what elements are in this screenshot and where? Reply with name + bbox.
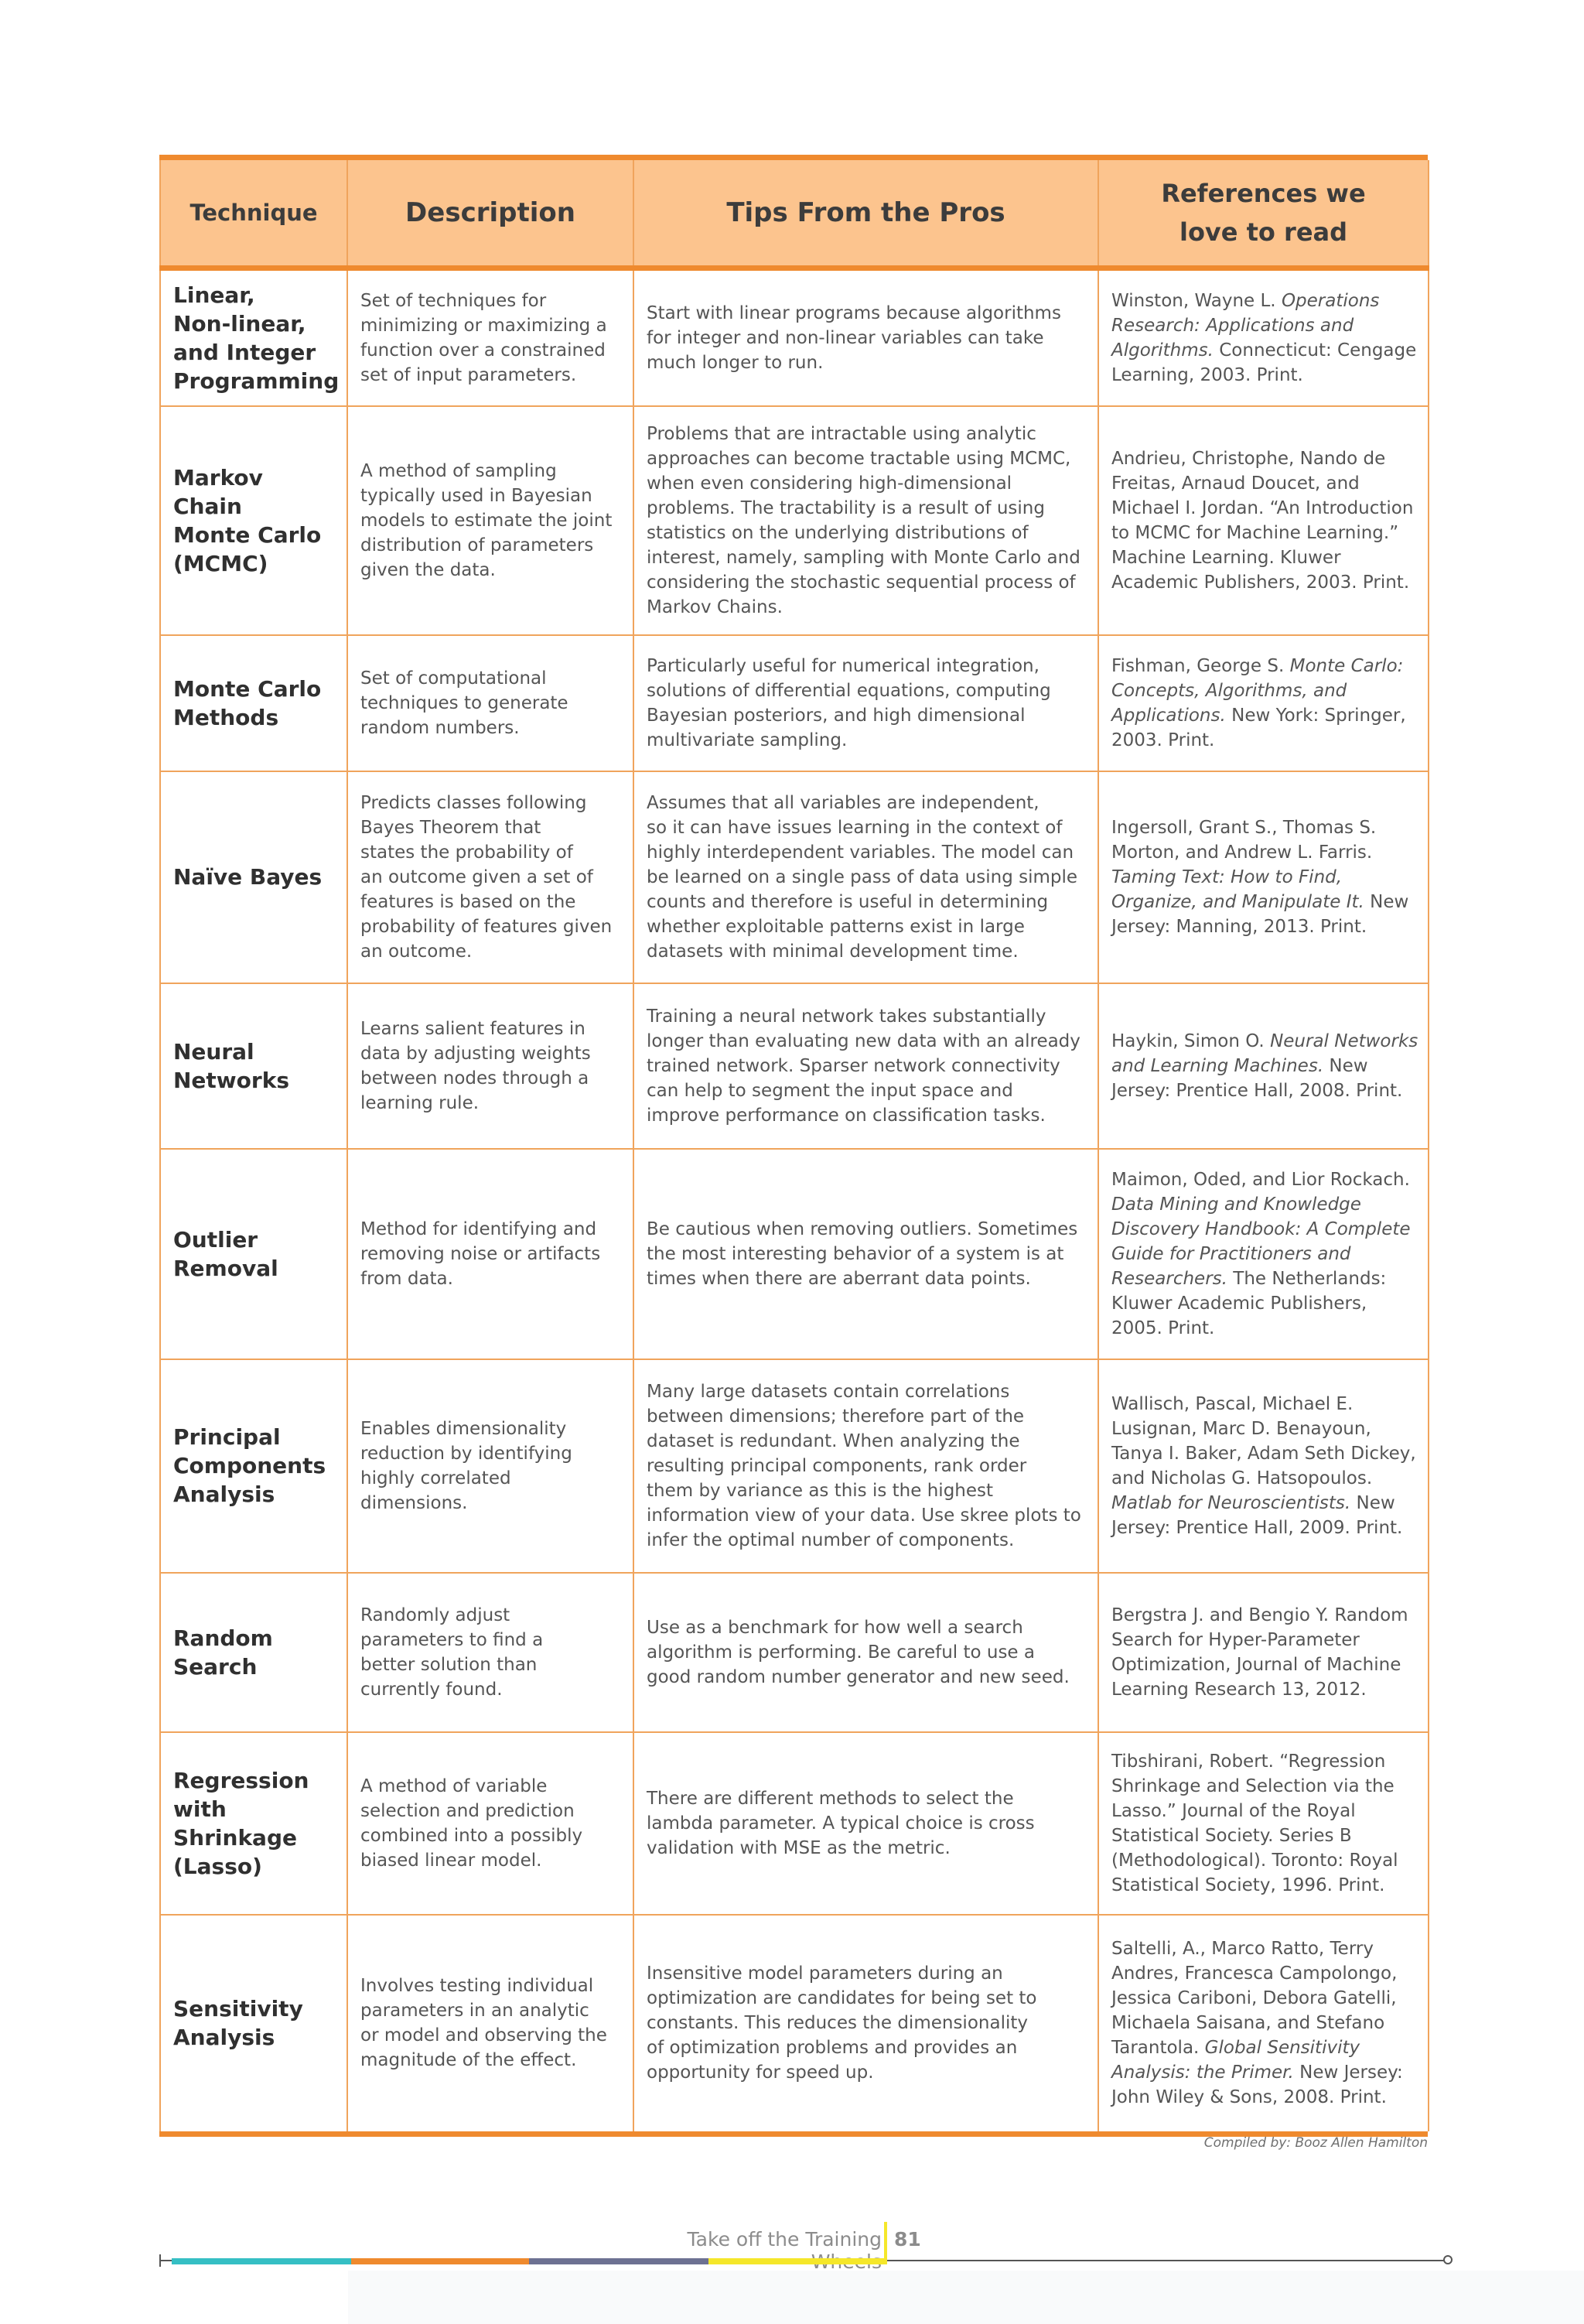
tips-line: between dimensions; therefore part of the [647, 1406, 1025, 1427]
technique-line: Networks [173, 1067, 290, 1093]
tips-line: the most interesting behavior of a system is at [647, 1243, 1064, 1264]
description-line: given the data. [360, 559, 496, 580]
reference-text: Haykin, Simon O. [1111, 1030, 1271, 1051]
reference-title: Data Mining and Knowledge Discovery Handbook: A Complete Guide for Practitioners and Researchers. [1111, 1194, 1411, 1289]
tips-line: when even considering high-dimensional [647, 473, 1012, 494]
cell-technique [160, 635, 347, 771]
cell-reference [1098, 1149, 1429, 1359]
cell-tips [633, 1359, 1098, 1573]
description-line: dimensions. [360, 1492, 468, 1513]
description-line: from data. [360, 1268, 453, 1289]
description-line: Involves testing individual [360, 1976, 594, 1996]
tips-line: Be cautious when removing outliers. Sometimes [647, 1218, 1078, 1239]
cell-reference [1098, 635, 1429, 771]
tips-line: statistics on the underlying distributions of [647, 522, 1029, 543]
tips-line: times when there are aberrant data points. [647, 1268, 1031, 1289]
technique-line: Components [173, 1453, 326, 1478]
tips-line: Insensitive model parameters during an [647, 1963, 1003, 1984]
tips-line: be learned on a single pass of data using simple [647, 866, 1078, 887]
footer-rule-end-dot [1443, 2255, 1453, 2264]
cell-technique [160, 983, 347, 1149]
cell-description [347, 268, 633, 406]
cell-tips [633, 1732, 1098, 1915]
cell-reference [1098, 1915, 1429, 2131]
description-line: magnitude of the effect. [360, 2050, 577, 2070]
cell-description [347, 1573, 633, 1732]
tips-line: Use as a benchmark for how well a search [647, 1617, 1023, 1638]
description-line: random numbers. [360, 717, 520, 738]
table-row [160, 635, 1429, 771]
table-row [160, 1732, 1429, 1915]
cell-description [347, 406, 633, 635]
page-number: 81 [894, 2228, 921, 2251]
footer-shade [348, 2271, 1584, 2324]
tips-line: Bayesian posteriors, and high dimensional [647, 705, 1026, 726]
tips-line: constants. This reduces the dimensionality [647, 2013, 1028, 2033]
cell-description [347, 983, 633, 1149]
cell-reference [1098, 983, 1429, 1149]
reference-title: Neural Networks and Learning Machines. [1111, 1030, 1418, 1076]
cell-technique [160, 268, 347, 406]
tips-line: optimization are candidates for being set to [647, 1988, 1037, 2008]
reference-title: Monte Carlo: Concepts, Algorithms, and Applications. [1111, 655, 1404, 726]
table-row [160, 1149, 1429, 1359]
description-line: A method of sampling [360, 460, 557, 481]
tips-line: can help to segment the input space and [647, 1080, 1013, 1101]
reference-text: New Jersey: John Wiley & Sons, 2008. Print. [1111, 2063, 1403, 2107]
tips-line: Problems that are intractable using analytic [647, 423, 1036, 444]
description-line: reduction by identifying [360, 1443, 572, 1464]
reference-text: Bergstra J. and Bengio Y. Random Search for Hyper-Parameter Optimization, Journal of Machine Learning Research 13, 2012. [1111, 1605, 1408, 1700]
tips-line: Assumes that all variables are independent, [647, 792, 1040, 813]
tips-line: counts and therefore is useful in determining [647, 891, 1049, 912]
cell-technique [160, 1359, 347, 1573]
technique-line: Markov Chain [173, 464, 263, 519]
description-line: between nodes through a [360, 1068, 589, 1089]
technique-line: Removal [173, 1255, 278, 1281]
description-line: parameters in an analytic [360, 2001, 589, 2021]
cell-tips [633, 983, 1098, 1149]
tips-line: resulting principal components, rank order [647, 1455, 1027, 1476]
description-line: Enables dimensionality [360, 1418, 567, 1439]
technique-line: Monte Carlo [173, 521, 322, 548]
technique-line: Non-linear, [173, 310, 306, 337]
header-references-line-2: love to read [1179, 217, 1348, 247]
description-line: or model and observing the [360, 2025, 607, 2045]
description-line: distribution of parameters [360, 535, 594, 555]
cell-reference [1098, 406, 1429, 635]
tips-line: whether exploitable patterns exist in large [647, 916, 1025, 937]
tips-line: so it can have issues learning in the context of [647, 817, 1063, 838]
technique-line: Search [173, 1653, 258, 1680]
table-row [160, 1359, 1429, 1573]
tips-line: Markov Chains. [647, 596, 783, 617]
technique-line: and Integer [173, 339, 316, 365]
description-line: models to estimate the joint [360, 510, 613, 531]
footer-separator [884, 2222, 887, 2259]
cell-technique [160, 771, 347, 983]
table-header-row [160, 160, 1429, 268]
cell-technique [160, 406, 347, 635]
cell-description [347, 635, 633, 771]
footer-color-bar-teal [172, 2258, 351, 2264]
description-line: typically used in Bayesian [360, 485, 592, 506]
tips-line: good random number generator and new seed. [647, 1666, 1070, 1687]
description-line: states the probability of [360, 842, 573, 863]
tips-line: for integer and non-linear variables can take [647, 327, 1044, 348]
tips-line: longer than evaluating new data with an already [647, 1030, 1080, 1051]
table-row [160, 406, 1429, 635]
reference-text: New Jersey: Prentice Hall, 2008. Print. [1111, 1055, 1403, 1101]
technique-line: Regression [173, 1767, 309, 1793]
description-line: biased linear model. [360, 1850, 542, 1871]
description-line: Set of techniques for [360, 290, 547, 311]
tips-line: validation with MSE as the metric. [647, 1837, 951, 1858]
description-line: removing noise or artifacts [360, 1243, 601, 1264]
description-line: combined into a possibly [360, 1825, 583, 1846]
description-line: selection and prediction [360, 1800, 575, 1821]
tips-line: Training a neural network takes substantially [647, 1006, 1046, 1027]
cell-tips [633, 635, 1098, 771]
reference-text: The Netherlands: Kluwer Academic Publishers, 2005. Print. [1111, 1268, 1387, 1338]
tips-line: improve performance on classification tasks. [647, 1105, 1046, 1126]
cell-reference [1098, 1573, 1429, 1732]
reference-text: Connecticut: Cengage Learning, 2003. Print. [1111, 340, 1417, 385]
cell-tips [633, 1915, 1098, 2131]
header-references-line-1: References we [1161, 179, 1366, 208]
technique-line: Neural [173, 1038, 254, 1065]
technique-line: Programming [173, 367, 340, 394]
description-line: highly correlated [360, 1468, 511, 1488]
cell-tips [633, 406, 1098, 635]
cell-reference [1098, 268, 1429, 406]
tips-line: problems. The tractability is a result of using [647, 497, 1045, 518]
technique-line: Naïve Bayes [173, 864, 323, 890]
technique-line: Methods [173, 704, 279, 730]
compiled-by-credit: Compiled by: Booz Allen Hamilton [1203, 2135, 1428, 2151]
tips-line: Start with linear programs because algorithms [647, 302, 1061, 323]
technique-line: Analysis [173, 1482, 275, 1507]
description-line: set of input parameters. [360, 364, 577, 385]
cell-technique [160, 1573, 347, 1732]
header-description: Description [347, 160, 633, 268]
tips-line: dataset is redundant. When analyzing the [647, 1430, 1020, 1451]
table-body [160, 268, 1429, 2131]
reference-text: Maimon, Oded, and Lior Rockach. [1111, 1169, 1410, 1190]
reference-text: New Jersey: Manning, 2013. Print. [1111, 891, 1409, 937]
footer-color-bar-yellow [708, 2258, 887, 2264]
reference-text: New York: Springer, 2003. Print. [1111, 705, 1406, 750]
description-line: an outcome given a set of [360, 866, 593, 887]
description-line: Predicts classes following [360, 792, 587, 813]
tips-line: considering the stochastic sequential process of [647, 572, 1076, 593]
technique-line: Principal [173, 1424, 281, 1450]
technique-line: Monte Carlo [173, 675, 322, 702]
technique-line: (MCMC) [173, 550, 268, 576]
description-line: better solution than [360, 1654, 538, 1675]
tips-line: Particularly useful for numerical integration, [647, 655, 1040, 676]
tips-line: lambda parameter. A typical choice is cross [647, 1813, 1035, 1834]
reference-text: Ingersoll, Grant S., Thomas S. Morton, and Andrew L. Farris. [1111, 817, 1377, 863]
cell-description [347, 1149, 633, 1359]
tips-line: infer the optimal number of components. [647, 1529, 1015, 1550]
reference-text: New Jersey: Prentice Hall, 2009. Print. [1111, 1492, 1403, 1538]
table-row [160, 771, 1429, 983]
table-row [160, 983, 1429, 1149]
description-line: probability of features given [360, 916, 613, 937]
reference-text: Wallisch, Pascal, Michael E. Lusignan, Marc D. Benayoun, Tanya I. Baker, Adam Seth Dickey, and Nicholas G. Hatsopoulos. [1111, 1393, 1416, 1488]
description-line: minimizing or maximizing a [360, 315, 607, 336]
technique-line: (Lasso) [173, 1853, 262, 1879]
footer-color-bar-slate [529, 2258, 708, 2264]
cell-description [347, 1732, 633, 1915]
description-line: Method for identifying and [360, 1218, 597, 1239]
tips-line: trained network. Sparser network connectivity [647, 1055, 1060, 1076]
reference-title: Matlab for Neuroscientists. [1111, 1492, 1351, 1513]
header-references [1098, 160, 1429, 268]
technique-line: with Shrinkage [173, 1796, 297, 1851]
reference-text: Andrieu, Christophe, Nando de Freitas, Arnaud Doucet, and Michael I. Jordan. “An Introduction to MCMC for Machine Learning.” Machine Learning. Kluwer Academic Publishers, 2003. Print. [1111, 448, 1414, 593]
description-line: Bayes Theorem that [360, 817, 541, 838]
description-line: Learns salient features in [360, 1018, 585, 1039]
tips-line: algorithm is performing. Be careful to use a [647, 1642, 1035, 1663]
cell-technique [160, 1915, 347, 2131]
reference-text: Winston, Wayne L. [1111, 290, 1282, 311]
table-row [160, 1915, 1429, 2131]
description-line: features is based on the [360, 891, 576, 912]
footer-section-title: Take off the Training [687, 2228, 882, 2251]
footer-rule-start-tick [159, 2254, 161, 2267]
tips-line: them by variance as this is the highest [647, 1480, 994, 1501]
cell-reference [1098, 771, 1429, 983]
technique-line: Linear, [173, 282, 255, 308]
cell-tips [633, 268, 1098, 406]
description-line: an outcome. [360, 941, 473, 962]
reference-title: Operations Research: Applications and Algorithms. [1111, 290, 1380, 361]
tips-line: opportunity for speed up. [647, 2063, 874, 2083]
technique-line: Random [173, 1625, 273, 1651]
tips-line: interest, namely, sampling with Monte Carlo and [647, 547, 1080, 568]
technique-line: Outlier [173, 1226, 258, 1253]
footer-color-bar-orange [351, 2258, 529, 2264]
reference-title: Global Sensitivity Analysis: the Primer. [1111, 2038, 1360, 2083]
cell-description [347, 1915, 633, 2131]
cell-tips [633, 1149, 1098, 1359]
description-line: learning rule. [360, 1092, 480, 1113]
description-line: currently found. [360, 1679, 503, 1700]
cell-technique [160, 1149, 347, 1359]
header-technique: Technique [160, 160, 347, 268]
reference-text: Fishman, George S. [1111, 655, 1290, 676]
tips-line: information view of your data. Use skree plots to [647, 1505, 1081, 1526]
tips-line: multivariate sampling. [647, 730, 848, 750]
techniques-table [159, 160, 1429, 2131]
tips-line: solutions of differential equations, computing [647, 680, 1051, 701]
tips-line: highly interdependent variables. The model can [647, 842, 1074, 863]
tips-line: of optimization problems and provides an [647, 2038, 1018, 2058]
reference-text: Tibshirani, Robert. “Regression Shrinkage and Selection via the Lasso.” Journal of the Royal Statistical Society. Series B (Methodological). Toronto: Royal Statistical Society, 1996. Print. [1111, 1751, 1398, 1895]
cell-tips [633, 1573, 1098, 1732]
tips-line: approaches can become tractable using MCMC, [647, 448, 1071, 469]
description-line: techniques to generate [360, 692, 568, 713]
cell-reference [1098, 1359, 1429, 1573]
cell-description [347, 771, 633, 983]
header-tips: Tips From the Pros [633, 160, 1098, 268]
tips-line: There are different methods to select the [647, 1788, 1014, 1809]
technique-line: Sensitivity [173, 1996, 303, 2022]
cell-tips [633, 771, 1098, 983]
techniques-table-container [159, 155, 1428, 2137]
reference-text: Saltelli, A., Marco Ratto, Terry Andres, Francesca Campolongo, Jessica Cariboni, Debora Gatelli, Michaela Saisana, and Stefano Tarantola. [1111, 1939, 1398, 2058]
table-row [160, 268, 1429, 406]
description-line: A method of variable [360, 1775, 548, 1796]
cell-reference [1098, 1732, 1429, 1915]
description-line: Randomly adjust [360, 1605, 510, 1625]
tips-line: Many large datasets contain correlations [647, 1381, 1010, 1402]
technique-line: Analysis [173, 2025, 275, 2050]
reference-title: Taming Text: How to Find, Organize, and Manipulate It. [1111, 866, 1364, 912]
description-line: parameters to find a [360, 1629, 544, 1650]
description-line: Set of computational [360, 668, 547, 689]
table-row [160, 1573, 1429, 1732]
cell-technique [160, 1732, 347, 1915]
cell-description [347, 1359, 633, 1573]
tips-line: datasets with minimal development time. [647, 941, 1019, 962]
tips-line: much longer to run. [647, 352, 824, 373]
description-line: function over a constrained [360, 340, 606, 361]
description-line: data by adjusting weights [360, 1043, 591, 1064]
